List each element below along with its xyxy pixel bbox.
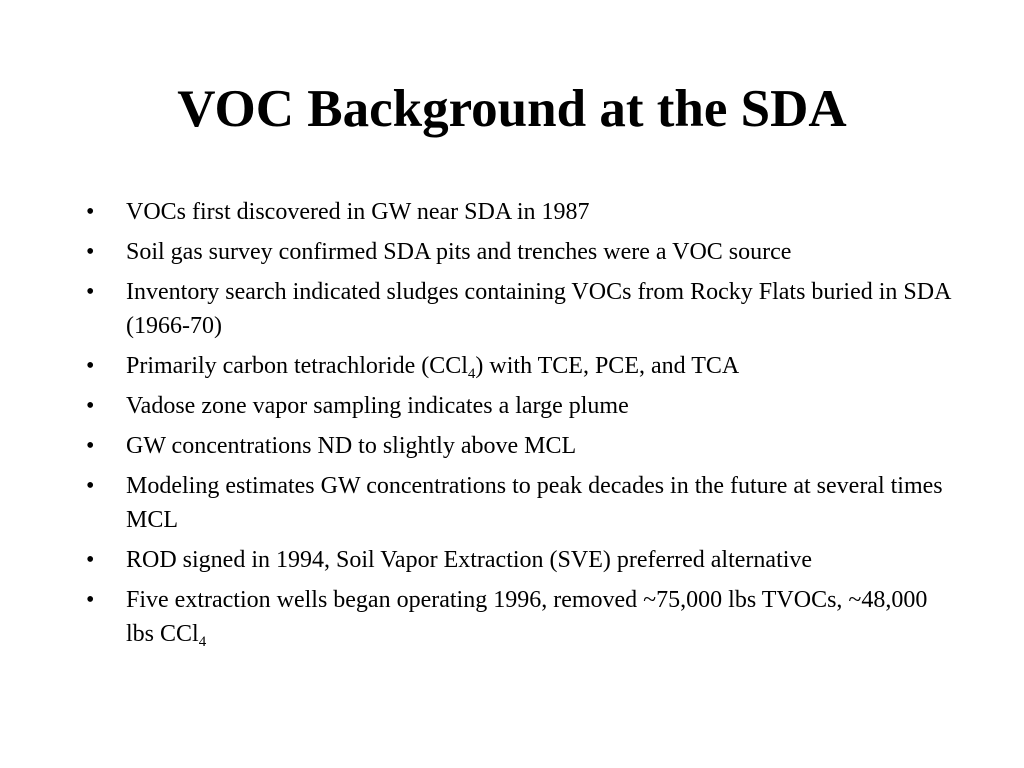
bullet-text: Vadose zone vapor sampling indicates a large plume — [126, 393, 629, 419]
bullet-text-part: Five extraction wells began operating 1996, removed ~75,000 lbs TVOCs, ~48,000 lbs CCl — [126, 587, 928, 647]
bullet-icon: • — [86, 547, 95, 573]
bullet-text — [126, 587, 928, 650]
bullet-icon: • — [86, 473, 95, 499]
bullet-list — [86, 195, 956, 657]
bullet-item — [86, 235, 956, 269]
bullet-text: Inventory search indicated sludges containing VOCs from Rocky Flats buried in SDA (1966-70) — [126, 279, 951, 339]
bullet-item — [86, 583, 956, 651]
bullet-text: VOCs first discovered in GW near SDA in 1987 — [126, 199, 590, 225]
bullet-text: Modeling estimates GW concentrations to peak decades in the future at several times MCL — [126, 473, 943, 533]
bullet-text: Soil gas survey confirmed SDA pits and trenches were a VOC source — [126, 239, 792, 265]
subscript: 4 — [467, 366, 476, 382]
bullet-item — [86, 469, 956, 537]
slide-title: VOC Background at the SDA — [177, 80, 847, 138]
bullet-icon: • — [86, 199, 95, 225]
bullet-item — [86, 275, 956, 343]
bullet-icon: • — [86, 239, 95, 265]
bullet-text: GW concentrations ND to slightly above MCL — [126, 433, 577, 459]
bullet-icon: • — [86, 433, 95, 459]
bullet-item — [86, 389, 956, 423]
bullet-item — [86, 195, 956, 229]
bullet-icon: • — [86, 279, 95, 305]
bullet-text: ROD signed in 1994, Soil Vapor Extraction (SVE) preferred alternative — [126, 547, 813, 573]
bullet-icon: • — [86, 393, 95, 419]
subscript: 4 — [198, 634, 207, 650]
bullet-text-part: Primarily carbon tetrachloride (CCl — [126, 353, 468, 379]
bullet-item — [86, 543, 956, 577]
bullet-icon: • — [86, 587, 95, 613]
bullet-item — [86, 429, 956, 463]
bullet-item — [86, 349, 956, 383]
bullet-icon: • — [86, 353, 95, 379]
bullet-text — [126, 353, 740, 382]
bullet-text-part: ) with TCE, PCE, and TCA — [475, 353, 740, 379]
